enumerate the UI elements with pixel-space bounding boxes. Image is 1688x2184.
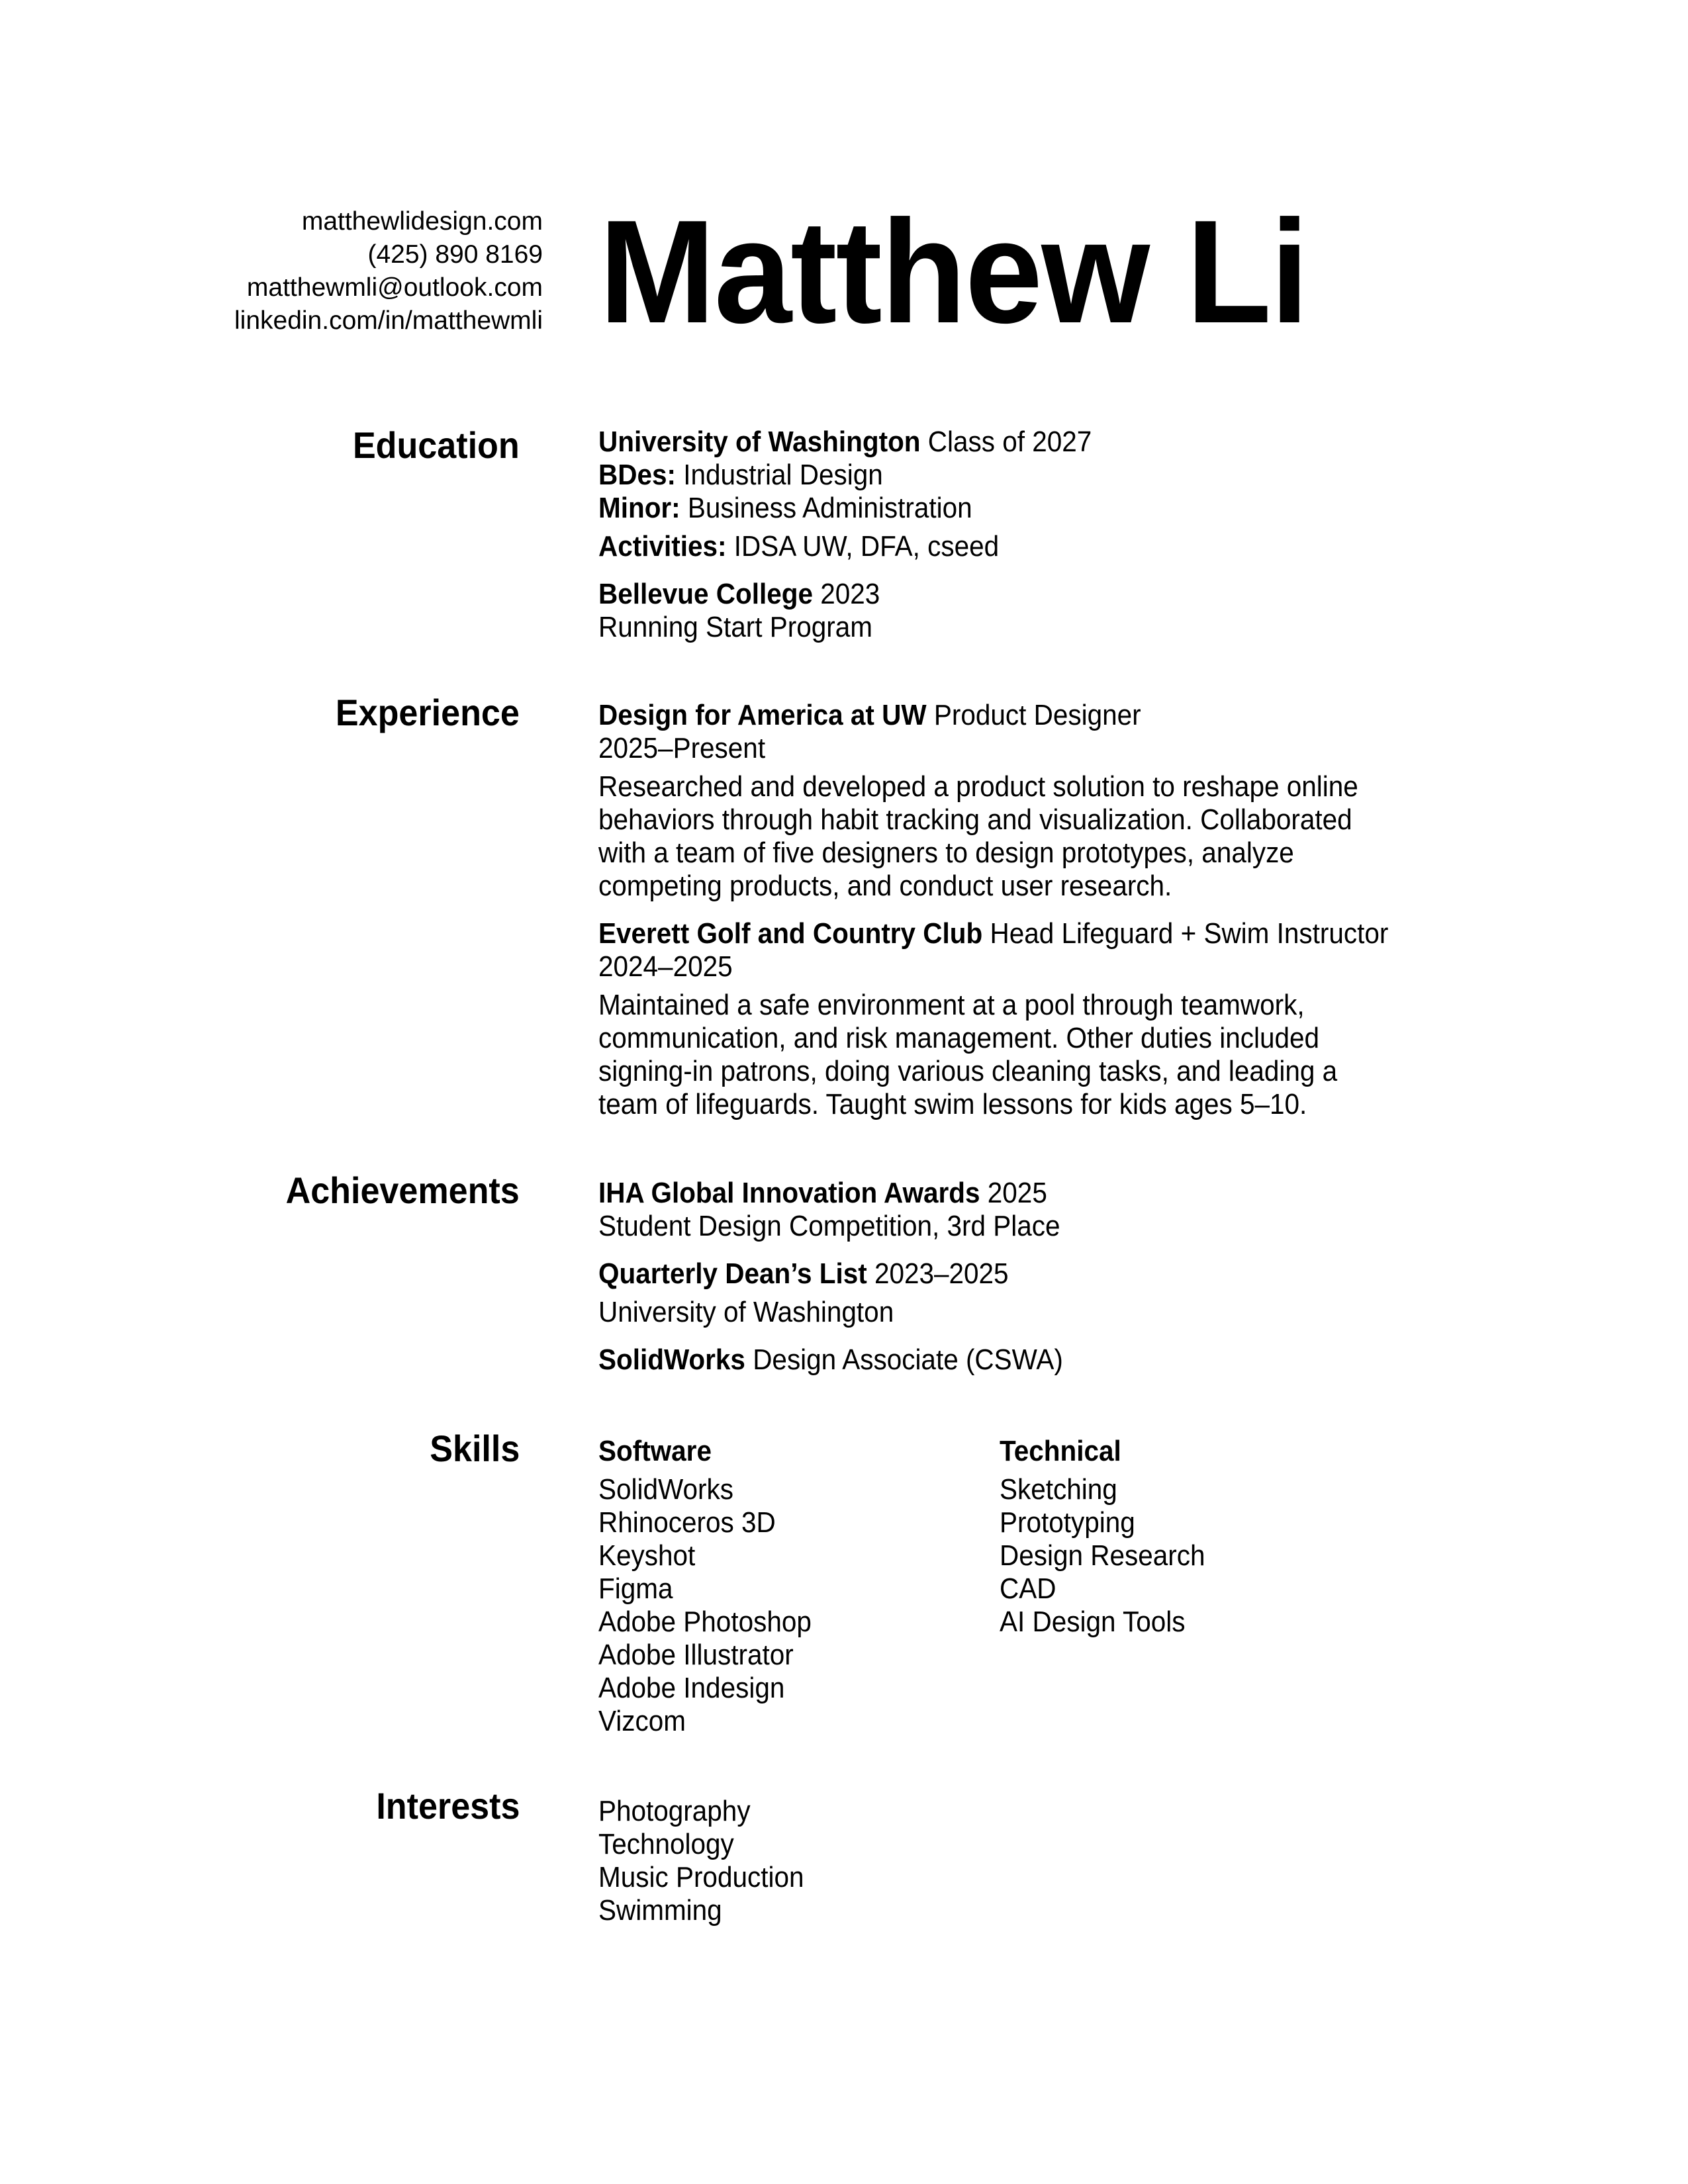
minor-line bbox=[598, 492, 1092, 525]
linkedin-link[interactable]: linkedin.com/in/matthewmli bbox=[234, 306, 543, 335]
contact-block bbox=[234, 205, 543, 338]
education-uw bbox=[598, 426, 1092, 459]
skill-item: SolidWorks bbox=[598, 1473, 733, 1506]
achievement-item bbox=[598, 1343, 1063, 1377]
achievement-detail: Design Associate (CSWA) bbox=[753, 1343, 1063, 1376]
job-desc-line: team of lifeguards. Taught swim lessons for kids ages 5–10. bbox=[598, 1088, 1307, 1120]
page-title: Matthew Li bbox=[599, 190, 1308, 354]
experience-content bbox=[598, 699, 1388, 1121]
skill-item: Design Research bbox=[1000, 1539, 1205, 1572]
job-desc-line: Researched and developed a product solution to reshape online bbox=[598, 770, 1358, 803]
section-label-skills: Skills bbox=[429, 1428, 520, 1469]
email-link[interactable]: matthewmli@outlook.com bbox=[246, 273, 543, 302]
skills-software bbox=[598, 1435, 812, 1738]
job-desc-line: behaviors through habit tracking and visualization. Collaborated bbox=[598, 803, 1352, 836]
school-year: 2023 bbox=[820, 578, 880, 610]
achievements-content bbox=[598, 1177, 1063, 1377]
skills-technical bbox=[1000, 1435, 1205, 1639]
skill-item: Prototyping bbox=[1000, 1506, 1135, 1539]
interest-item: Photography bbox=[598, 1795, 751, 1827]
minor-label: Minor: bbox=[598, 492, 680, 524]
skills-technical-heading: Technical bbox=[1000, 1435, 1121, 1467]
job-role: Head Lifeguard + Swim Instructor bbox=[990, 917, 1389, 950]
achievement-detail: 2025 bbox=[987, 1177, 1047, 1209]
achievement-title: IHA Global Innovation Awards bbox=[598, 1177, 980, 1209]
job-dfa bbox=[598, 699, 1388, 903]
school-name: University of Washington bbox=[598, 426, 921, 458]
section-label-achievements: Achievements bbox=[285, 1169, 520, 1211]
interest-item: Swimming bbox=[598, 1894, 722, 1927]
interest-item: Technology bbox=[598, 1828, 734, 1860]
achievement-item bbox=[598, 1257, 1063, 1329]
minor-value: Business Administration bbox=[687, 492, 972, 524]
interest-item: Music Production bbox=[598, 1861, 804, 1893]
degree-value: Industrial Design bbox=[683, 459, 883, 491]
skill-item: Keyshot bbox=[598, 1539, 696, 1572]
skill-item: Figma bbox=[598, 1572, 673, 1605]
skill-item: AI Design Tools bbox=[1000, 1606, 1186, 1638]
job-dates: 2025–Present bbox=[598, 732, 766, 764]
class-year: Class of 2027 bbox=[927, 426, 1092, 458]
activities-line bbox=[598, 530, 1092, 563]
skill-item: Adobe Photoshop bbox=[598, 1606, 812, 1638]
job-org: Everett Golf and Country Club bbox=[598, 917, 983, 950]
achievement-title: Quarterly Dean’s List bbox=[598, 1257, 867, 1290]
skill-item: Rhinoceros 3D bbox=[598, 1506, 776, 1539]
activities-label: Activities: bbox=[598, 530, 727, 563]
achievement-sub: Student Design Competition, 3rd Place bbox=[598, 1210, 1060, 1242]
degree-line bbox=[598, 459, 1092, 492]
skill-item: CAD bbox=[1000, 1572, 1056, 1605]
job-egcc bbox=[598, 917, 1388, 1121]
section-label-education: Education bbox=[353, 424, 520, 466]
skill-item: Adobe Illustrator bbox=[598, 1639, 794, 1671]
job-desc-line: with a team of five designers to design prototypes, analyze bbox=[598, 837, 1294, 869]
skill-item: Sketching bbox=[1000, 1473, 1117, 1506]
job-desc-line: signing-in patrons, doing various cleaning tasks, and leading a bbox=[598, 1055, 1338, 1087]
job-desc-line: competing products, and conduct user research. bbox=[598, 870, 1172, 902]
skills-software-heading: Software bbox=[598, 1435, 712, 1467]
program-name: Running Start Program bbox=[598, 611, 872, 643]
school-name: Bellevue College bbox=[598, 578, 813, 610]
section-label-experience: Experience bbox=[336, 692, 520, 733]
job-desc-line: Maintained a safe environment at a pool through teamwork, bbox=[598, 989, 1305, 1021]
achievement-sub: University of Washington bbox=[598, 1296, 894, 1328]
interests-list bbox=[598, 1795, 804, 1927]
achievement-title: SolidWorks bbox=[598, 1343, 745, 1376]
job-dates: 2024–2025 bbox=[598, 950, 733, 983]
job-desc-line: communication, and risk management. Other duties included bbox=[598, 1022, 1320, 1054]
section-label-interests: Interests bbox=[375, 1785, 520, 1827]
education-content bbox=[598, 426, 1092, 644]
achievement-detail: 2023–2025 bbox=[874, 1257, 1009, 1290]
job-role: Product Designer bbox=[933, 699, 1141, 731]
degree-label: BDes: bbox=[598, 459, 676, 491]
achievement-item bbox=[598, 1177, 1063, 1243]
job-org: Design for America at UW bbox=[598, 699, 927, 731]
phone-number[interactable]: (425) 890 8169 bbox=[367, 240, 543, 269]
skill-item: Adobe Indesign bbox=[598, 1672, 785, 1704]
website-link[interactable]: matthewlidesign.com bbox=[301, 207, 543, 236]
activities-value: IDSA UW, DFA, cseed bbox=[733, 530, 1000, 563]
skill-item: Vizcom bbox=[598, 1705, 686, 1737]
education-bc bbox=[598, 578, 1092, 611]
